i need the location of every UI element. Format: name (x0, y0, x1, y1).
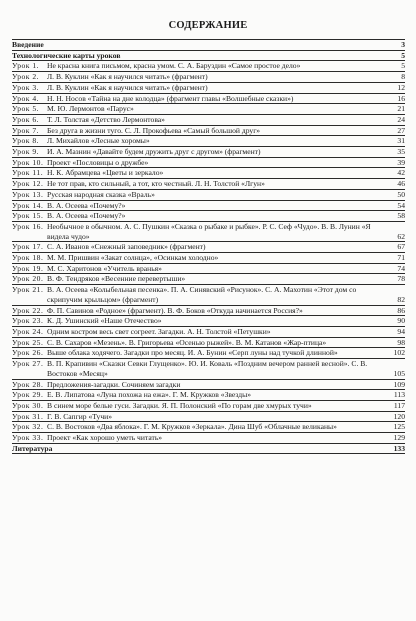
toc-entry (12, 305, 405, 316)
entry-title: Необычное в обычном. А. С. Пушкин «Сказка о рыбаке и рыбке». Р. С. Сеф «Чудо». В. В. Лунин «Я видела чудо» (47, 221, 371, 241)
lesson-number: Урок 12. (12, 179, 44, 189)
entry-title: М. С. Харитонов «Учитель вранья» (47, 263, 162, 273)
toc-entry (12, 337, 405, 348)
page-number: 12 (397, 82, 405, 92)
page-number: 109 (393, 379, 405, 389)
lesson-number: Урок 8. (12, 136, 40, 146)
lesson-number: Урок 22. (12, 305, 44, 315)
toc-entry (12, 200, 405, 211)
page-number: 50 (397, 189, 405, 199)
lesson-number: Урок 4. (12, 93, 40, 103)
entry-title: Технологические карты уроков (12, 50, 121, 60)
page-number: 113 (393, 390, 405, 400)
lesson-number: Урок 30. (12, 400, 44, 410)
page-number: 78 (397, 274, 405, 284)
page-number: 71 (397, 253, 405, 263)
toc-entry (12, 103, 405, 114)
toc-entry (12, 241, 405, 252)
page-number: 74 (397, 263, 405, 273)
page-number: 24 (397, 114, 405, 124)
toc-entry (12, 315, 405, 326)
page-number: 102 (393, 348, 405, 358)
lesson-number: Урок 13. (12, 189, 44, 199)
page-number: 58 (397, 211, 405, 221)
page-number: 3 (401, 40, 405, 49)
lesson-number: Урок 2. (12, 72, 40, 82)
entry-title: С. В. Востоков «Два яблока». Г. М. Кружков «Зеркала». Дина Шуб «Облачные великаны» (47, 422, 337, 432)
toc-title: СОДЕРЖАНИЕ (168, 20, 248, 31)
lesson-number: Урок 6. (12, 114, 40, 124)
entry-title: Л. Михайлов «Лесные хоромы» (47, 136, 150, 146)
toc-entry (12, 135, 405, 146)
lesson-number: Урок 33. (12, 433, 44, 443)
page-number: 5 (401, 61, 405, 71)
entry-title: Е. В. Липатова «Луна похожа на ежа». Г. М. Кружков «Звезды» (47, 390, 252, 400)
toc-entry (12, 379, 405, 390)
page-number: 31 (397, 136, 405, 146)
lesson-number: Урок 26. (12, 348, 44, 358)
toc-entry (12, 347, 405, 358)
toc-entry (12, 389, 405, 400)
lesson-number: Урок 24. (12, 326, 44, 336)
toc-entry (12, 114, 405, 125)
entry-title: М. М. Пришвин «Закат солнца», «Осинкам холодно» (47, 253, 219, 263)
toc-entry (12, 252, 405, 263)
toc-entry (12, 125, 405, 136)
entry-title: Проект «Пословицы о дружбе» (47, 157, 149, 167)
page-number: 120 (393, 411, 405, 421)
toc-entry (12, 411, 405, 422)
page-number: 39 (397, 157, 405, 167)
entry-title: Проект «Как хорошо уметь читать» (47, 433, 163, 443)
entry-title: С. А. Иванов «Снежный заповедник» (фрагмент) (47, 242, 206, 252)
lesson-number: Урок 15. (12, 211, 44, 221)
page-number: 90 (397, 316, 405, 326)
toc-entry (12, 400, 405, 411)
page-number: 129 (393, 433, 405, 443)
entry-title: В. П. Крапивин «Сказки Севки Глущенко». Ю. И. Коваль «Поздним вечером ранней весной». С. В. Востоков «Месяц» (47, 359, 368, 378)
entry-title: Русская народная сказка «Враль» (47, 189, 155, 199)
entry-title: И. А. Мазнин «Давайте будем дружить друг с другом» (фрагмент) (47, 147, 261, 157)
page-number: 125 (393, 422, 405, 432)
page-number: 82 (397, 294, 405, 304)
entry-title: Без друга в жизни туго. С. Л. Прокофьева «Самый большой друг» (47, 125, 261, 135)
page-number: 98 (397, 337, 405, 347)
lesson-number: Урок 28. (12, 379, 44, 389)
lesson-number: Урок 21. (12, 285, 44, 295)
toc-entry (12, 210, 405, 221)
toc-entry (12, 421, 405, 432)
entry-title: Н. Н. Носов «Тайна на дне колодца» (фрагмент главы «Волшебные сказки») (47, 93, 294, 103)
lesson-number: Урок 25. (12, 337, 44, 347)
entry-title: В синем море белые гуси. Загадки. Я. П. Полонский «По горам две хмурых тучи» (47, 400, 312, 410)
entry-title: К. Д. Ушинский «Наше Отечество» (47, 316, 162, 326)
toc-entry (12, 60, 405, 71)
entry-title: М. Ю. Лермонтов «Парус» (47, 104, 134, 114)
entry-title: Не тот прав, кто сильный, а тот, кто честный. Л. Н. Толстой «Лгун» (47, 179, 265, 189)
entry-title: Введение (12, 40, 44, 49)
entry-title: Т. Л. Толстая «Детство Лермонтова» (47, 114, 165, 124)
lesson-number: Урок 32. (12, 422, 44, 432)
entry-title: В. А. Осеева «Колыбельная песенка». П. А. Синявский «Рисунок». С. А. Махотин «Этот дом со скрипучим крыльцом» (фрагмент) (47, 285, 357, 304)
entry-title: Н. К. Абрамцева «Цветы и зеркало» (47, 168, 164, 178)
entry-title: Литература (12, 443, 53, 453)
page-number: 117 (393, 400, 405, 410)
toc-entry (12, 71, 405, 82)
entry-title: Ф. П. Савинов «Родное» (фрагмент). В. Ф. Боков «Откуда начинается Россия?» (47, 305, 303, 315)
page-number: 35 (397, 147, 405, 157)
toc-entry (12, 93, 405, 104)
lesson-number: Урок 23. (12, 316, 44, 326)
toc-entry (12, 50, 405, 61)
lesson-number: Урок 14. (12, 200, 44, 210)
toc-entry (12, 263, 405, 274)
toc-entry (12, 326, 405, 337)
lesson-number: Урок 9. (12, 147, 40, 157)
lesson-number: Урок 20. (12, 274, 44, 284)
entry-title: В. А. Осеева «Почему?» (47, 211, 126, 221)
entry-title: Одним костром весь свет согреет. Загадки. А. Н. Толстой «Петушки» (47, 326, 271, 336)
lesson-number: Урок 7. (12, 125, 40, 135)
page-number: 133 (393, 443, 405, 453)
lesson-number: Урок 19. (12, 263, 44, 273)
lesson-number: Урок 3. (12, 82, 40, 92)
toc-entry (12, 432, 405, 443)
entry-title: Г. В. Сапгир «Тучи» (47, 411, 112, 421)
entry-title: Л. В. Куклин «Как я научился читать» (фрагмент) (47, 72, 208, 82)
toc-entry (12, 167, 405, 178)
toc-entry (12, 39, 405, 50)
page-number: 8 (401, 72, 405, 82)
page-number: 105 (393, 368, 405, 378)
entry-title: Выше облака ходячего. Загадки про месяц. И. А. Бунин «Серп луны над тучкой длинной» (47, 348, 338, 358)
page-number: 27 (397, 125, 405, 135)
toc-entry (12, 146, 405, 157)
page-number: 16 (397, 93, 405, 103)
page-number: 42 (397, 168, 405, 178)
toc-entry (12, 82, 405, 93)
lesson-number: Урок 16. (12, 221, 44, 231)
lesson-number: Урок 17. (12, 242, 44, 252)
toc-entry (12, 178, 405, 189)
lesson-number: Урок 1. (12, 61, 40, 71)
entry-title: В. Ф. Тендряков «Весенние перевертыши» (47, 274, 186, 284)
lesson-number: Урок 10. (12, 157, 44, 167)
toc-entry (12, 284, 405, 304)
toc-entry (12, 358, 405, 378)
toc-list (12, 39, 405, 454)
lesson-number: Урок 5. (12, 104, 40, 114)
entry-title: В. А. Осеева «Почему?» (47, 200, 126, 210)
page-number: 54 (397, 200, 405, 210)
page-number: 62 (397, 231, 405, 241)
toc-entry (12, 273, 405, 284)
toc-entry (12, 221, 405, 241)
lesson-number: Урок 29. (12, 390, 44, 400)
entry-title: С. В. Сахаров «Мезень». В. Григорьева «Осенью рыжей». В. М. Катанов «Жар-птица» (47, 337, 327, 347)
lesson-number: Урок 11. (12, 168, 44, 178)
toc-entry (12, 157, 405, 168)
page-number: 21 (397, 104, 405, 114)
lesson-number: Урок 27. (12, 359, 44, 369)
toc-entry (12, 189, 405, 200)
toc-entry (12, 443, 405, 455)
page-number: 46 (397, 179, 405, 189)
entry-title: Л. В. Куклин «Как я научился читать» (фрагмент) (47, 82, 208, 92)
lesson-number: Урок 31. (12, 411, 44, 421)
entry-title: Не красна книга письмом, красна умом. С. А. Баруздин «Самое простое дело» (47, 61, 301, 71)
page-number: 94 (397, 326, 405, 336)
page-number: 67 (397, 242, 405, 252)
page-number: 5 (401, 50, 405, 60)
page-number: 86 (397, 305, 405, 315)
lesson-number: Урок 18. (12, 253, 44, 263)
entry-title: Предложения-загадки. Сочиняем загадки (47, 379, 181, 389)
